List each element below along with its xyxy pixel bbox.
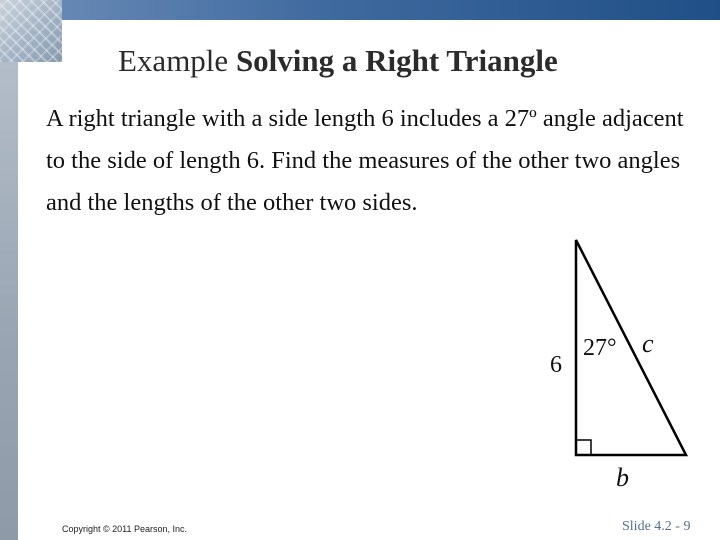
angle-label: 27° — [583, 335, 617, 361]
problem-statement: A right triangle with a side length 6 includes a 27º angle adjacent to the side of length 6. Find the measures of the other two angles and the lengths of the other two sides. — [46, 105, 684, 216]
title-prefix: Example — [118, 43, 229, 78]
right-triangle-figure — [530, 228, 700, 498]
copyright-notice: Copyright © 2011 Pearson, Inc. — [62, 524, 188, 534]
slide-title — [118, 43, 558, 79]
slide-number: Slide 4.2 - 9 — [622, 519, 691, 534]
side-label: 6 — [550, 352, 562, 378]
corner-decoration — [0, 0, 62, 62]
title-main: Solving a Right Triangle — [235, 43, 558, 78]
hypotenuse-label: c — [642, 329, 654, 358]
right-angle-marker — [576, 440, 591, 455]
header-bar — [0, 0, 720, 20]
side-bar — [0, 0, 18, 540]
base-label: b — [616, 463, 629, 492]
